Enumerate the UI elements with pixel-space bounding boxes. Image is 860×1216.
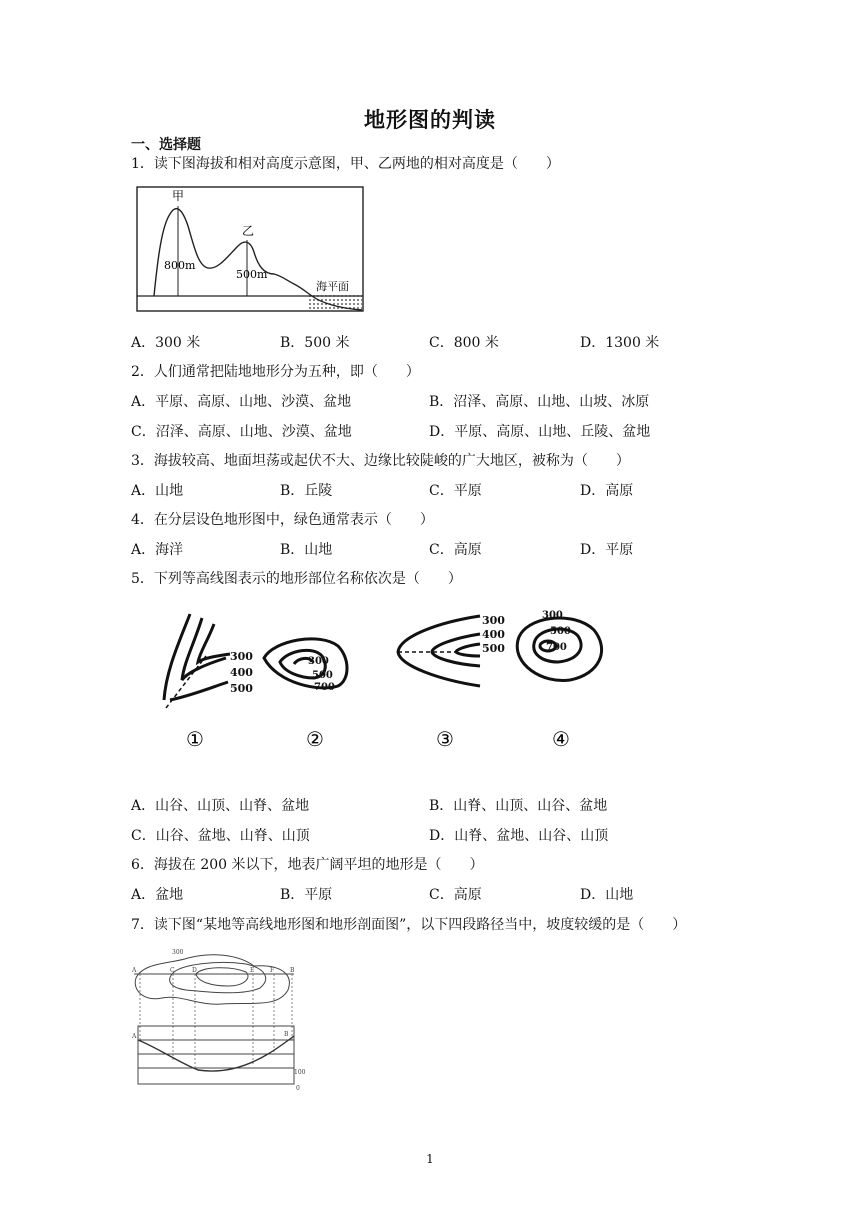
- q1-option-b: B．500 米: [280, 335, 350, 351]
- profile-label-100: 100: [294, 1069, 306, 1076]
- q4-option-c: C．高原: [429, 542, 482, 558]
- num-2: ②: [306, 727, 324, 751]
- question-6-stem: 6．海拔在 200 米以下，地表广阔平坦的地形是（ ）: [131, 857, 484, 873]
- altitude-diagram: [136, 186, 366, 314]
- q6-option-a: A．盆地: [131, 887, 184, 903]
- section-heading: 一、选择题: [131, 137, 201, 153]
- contour-diagram-4: [517, 610, 601, 681]
- q3-option-a: A．山地: [131, 483, 184, 499]
- d1-label-400: 400: [230, 666, 253, 679]
- contour-figures: [150, 600, 620, 760]
- map-letter-e: E: [250, 967, 255, 974]
- d3-label-500: 500: [482, 642, 505, 655]
- q6-option-c: C．高原: [429, 887, 482, 903]
- q2-option-c: C．沼泽、高原、山地、沙漠、盆地: [131, 424, 352, 440]
- d3-label-300: 300: [482, 614, 505, 627]
- q2-option-b: B．沼泽、高原、山地、山坡、冰原: [429, 394, 650, 410]
- label-500m: 500m: [236, 268, 268, 281]
- q2-option-a: A．平原、高原、山地、沙漠、盆地: [131, 394, 352, 410]
- num-4: ④: [552, 727, 570, 751]
- q5-option-c: C．山谷、盆地、山脊、山顶: [131, 828, 310, 844]
- profile-label-0: 0: [296, 1085, 300, 1092]
- question-5-stem: 5．下列等高线图表示的地形部位名称依次是（ ）: [131, 571, 462, 587]
- d1-label-500: 500: [230, 682, 253, 695]
- q5-option-d: D．山脊、盆地、山谷、山顶: [429, 828, 609, 844]
- label-jia: 甲: [172, 189, 185, 203]
- question-3-stem: 3．海拔较高、地面坦荡或起伏不大、边缘比较陡峻的广大地区，被称为（ ）: [131, 453, 630, 469]
- d2-label-300: 300: [308, 656, 329, 667]
- profile-letter-a: A: [132, 1033, 137, 1040]
- num-1: ①: [186, 727, 204, 751]
- page-title: 地形图的判读: [364, 108, 496, 132]
- map-letter-c: C: [170, 967, 175, 974]
- question-7-stem: 7．读下图“某地等高线地形图和地形剖面图”，以下四段路径当中，坡度较缓的是（ ）: [131, 917, 687, 933]
- label-800m: 800m: [164, 259, 196, 272]
- d1-label-300: 300: [230, 650, 253, 663]
- contour-diagram-2: [264, 639, 347, 693]
- map-letter-b: B: [290, 967, 295, 974]
- contour-profile-figure: [128, 944, 308, 1092]
- q6-option-d: D．山地: [580, 887, 634, 903]
- q5-option-a: A．山谷、山顶、山脊、盆地: [131, 798, 310, 814]
- profile-grid: [138, 1026, 294, 1084]
- map-letter-f: F: [270, 967, 275, 974]
- q1-option-d: D．1300 米: [580, 335, 660, 351]
- contour-300-label: 300: [172, 949, 184, 956]
- q4-option-b: B．山地: [280, 542, 333, 558]
- d2-label-500: 500: [312, 670, 333, 681]
- q6-option-b: B．平原: [280, 887, 333, 903]
- q3-option-c: C．平原: [429, 483, 482, 499]
- q2-option-d: D．平原、高原、山地、丘陵、盆地: [429, 424, 651, 440]
- q3-option-d: D．高原: [580, 483, 634, 499]
- d4-label-700: 700: [546, 642, 567, 653]
- q1-option-a: A．300 米: [131, 335, 201, 351]
- contour-diagram-1: [164, 614, 253, 708]
- question-4-stem: 4．在分层设色地形图中，绿色通常表示（ ）: [131, 512, 434, 528]
- contour-map: [135, 955, 289, 1005]
- q5-option-b: B．山脊、山顶、山谷、盆地: [429, 798, 608, 814]
- q4-option-d: D．平原: [580, 542, 634, 558]
- label-yi: 乙: [242, 224, 255, 238]
- page-number: 1: [426, 1152, 434, 1166]
- num-3: ③: [436, 727, 454, 751]
- d3-label-400: 400: [482, 628, 505, 641]
- d2-label-700: 700: [314, 682, 335, 693]
- q1-option-c: C．800 米: [429, 335, 499, 351]
- map-letter-a: A: [132, 967, 137, 974]
- d4-label-500: 500: [550, 626, 571, 637]
- question-2-stem: 2．人们通常把陆地地形分为五种，即（ ）: [131, 364, 420, 380]
- map-letter-d: D: [192, 967, 197, 974]
- profile-letter-b: B: [284, 1031, 289, 1038]
- contour-diagram-3: [398, 614, 505, 686]
- label-sea-level: 海平面: [316, 280, 349, 293]
- question-1-stem: 1．读下图海拔和相对高度示意图，甲、乙两地的相对高度是（ ）: [131, 156, 560, 172]
- d4-label-300: 300: [542, 610, 563, 621]
- q3-option-b: B．丘陵: [280, 483, 333, 499]
- q4-option-a: A．海洋: [131, 542, 184, 558]
